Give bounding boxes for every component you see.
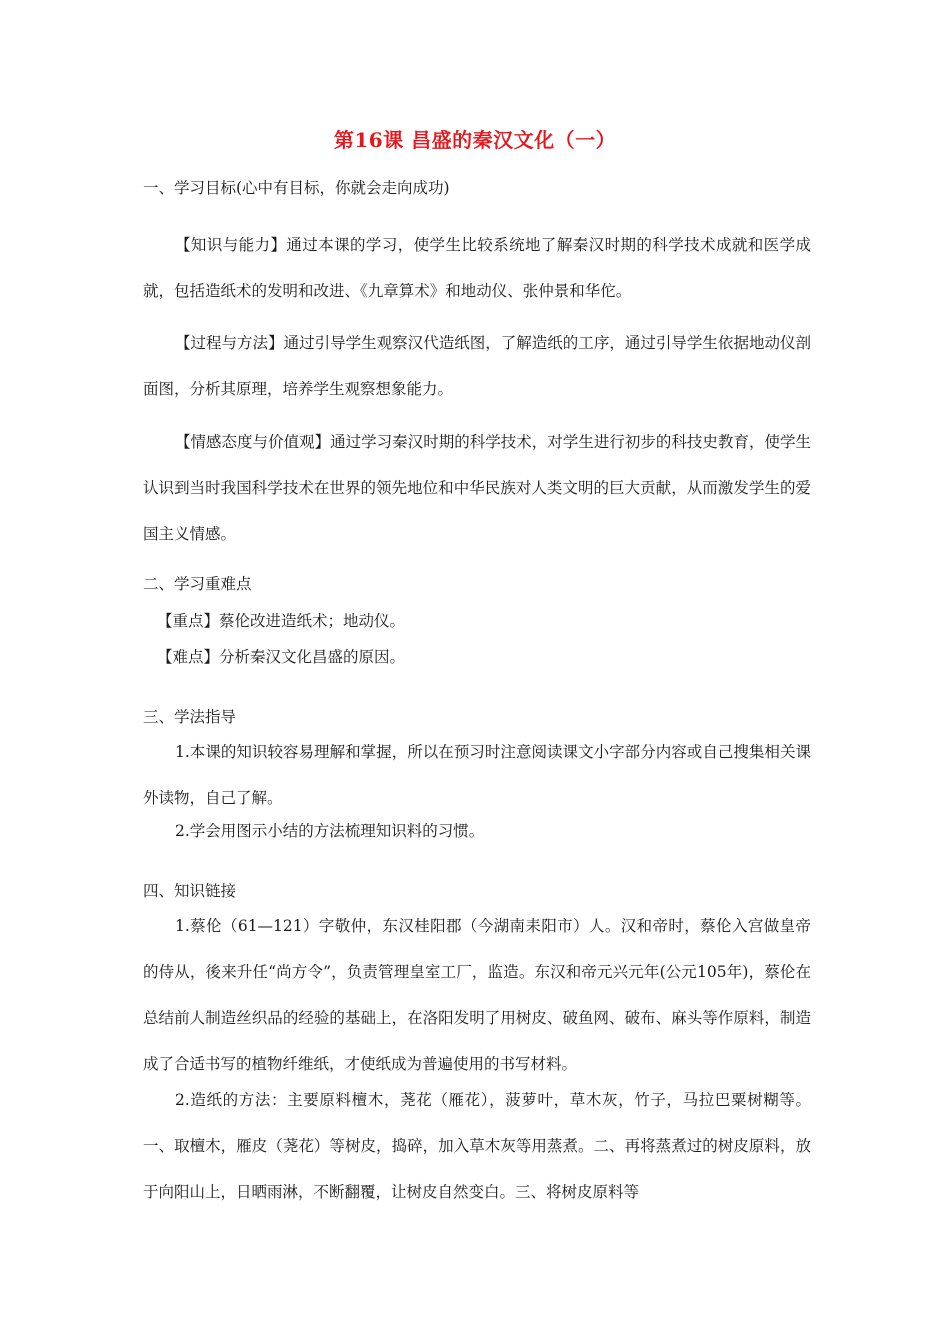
paragraph-knowledge xyxy=(143,222,811,314)
section-heading-knowledge-link: 四、知识链接 xyxy=(143,882,237,900)
method-item-2: 2.学会用图示小结的方法梳理知识料的习惯。 xyxy=(175,822,485,840)
paragraph-emotion xyxy=(143,419,811,557)
process-text: 【过程与方法】通过引导学生观察汉代造纸图，了解造纸的工序，通过引导学生依据地动仪剖面图，分析其原理，培养学生观察想象能力。 xyxy=(143,334,811,398)
method-item-1-text: 1.本课的知识较容易理解和掌握，所以在预习时注意阅读课文小字部分内容或自己搜集相关课外读物，自己了解。 xyxy=(143,743,811,807)
link-item-1-text: 1.蔡伦（61—121）字敬仲，东汉桂阳郡（今湖南耒阳市）人。汉和帝时，蔡伦入宫做皇帝的侍从，後来升任“尚方令”，负责管理皇室工厂，监造。东汉和帝元兴元年(公元105年)，蔡伦在总结前人制造丝织品的经验的基础上，在洛阳发明了用树皮、破鱼网、破布、麻头等作原料，制造成了合适书写的植物纤维纸，才使纸成为普遍使用的书写材料。 xyxy=(143,917,811,1073)
knowledge-text: 【知识与能力】通过本课的学习，使学生比较系统地了解秦汉时期的科学技术成就和医学成就，包括造纸术的发明和改进、《九章算术》和地动仪、张仲景和华佗。 xyxy=(143,236,811,300)
section-heading-method: 三、学法指导 xyxy=(143,708,237,726)
document-title: 第16课 昌盛的秦汉文化（一） xyxy=(333,128,617,152)
emotion-text: 【情感态度与价值观】通过学习秦汉时期的科学技术，对学生进行初步的科技史教育，使学生认识到当时我国科学技术在世界的领先地位和中华民族对人类文明的巨大贡献，从而激发学生的爱国主义情感。 xyxy=(143,433,811,543)
section-heading-key-points: 二、学习重难点 xyxy=(143,575,252,593)
paragraph-process xyxy=(143,320,811,412)
section-heading-goals: 一、学习目标(心中有目标，你就会走向成功) xyxy=(143,179,450,197)
difficult-point: 【难点】分析秦汉文化昌盛的原因。 xyxy=(157,648,406,666)
method-item-1 xyxy=(143,729,811,821)
link-item-1 xyxy=(143,903,811,1087)
link-item-2-text: 2.造纸的方法：主要原料檀木，荛花（雁花），菠萝叶，草木灰，竹子，马拉巴粟树糊等。一、取檀木，雁皮（荛花）等树皮，捣碎，加入草木灰等用蒸煮。二、再将蒸煮过的树皮原料，放于向阳山上，日晒雨淋，不断翻覆，让树皮自然变白。三、将树皮原料等 xyxy=(143,1091,811,1201)
link-item-2 xyxy=(143,1077,811,1215)
key-point: 【重点】蔡伦改进造纸术；地动仪。 xyxy=(157,612,406,630)
